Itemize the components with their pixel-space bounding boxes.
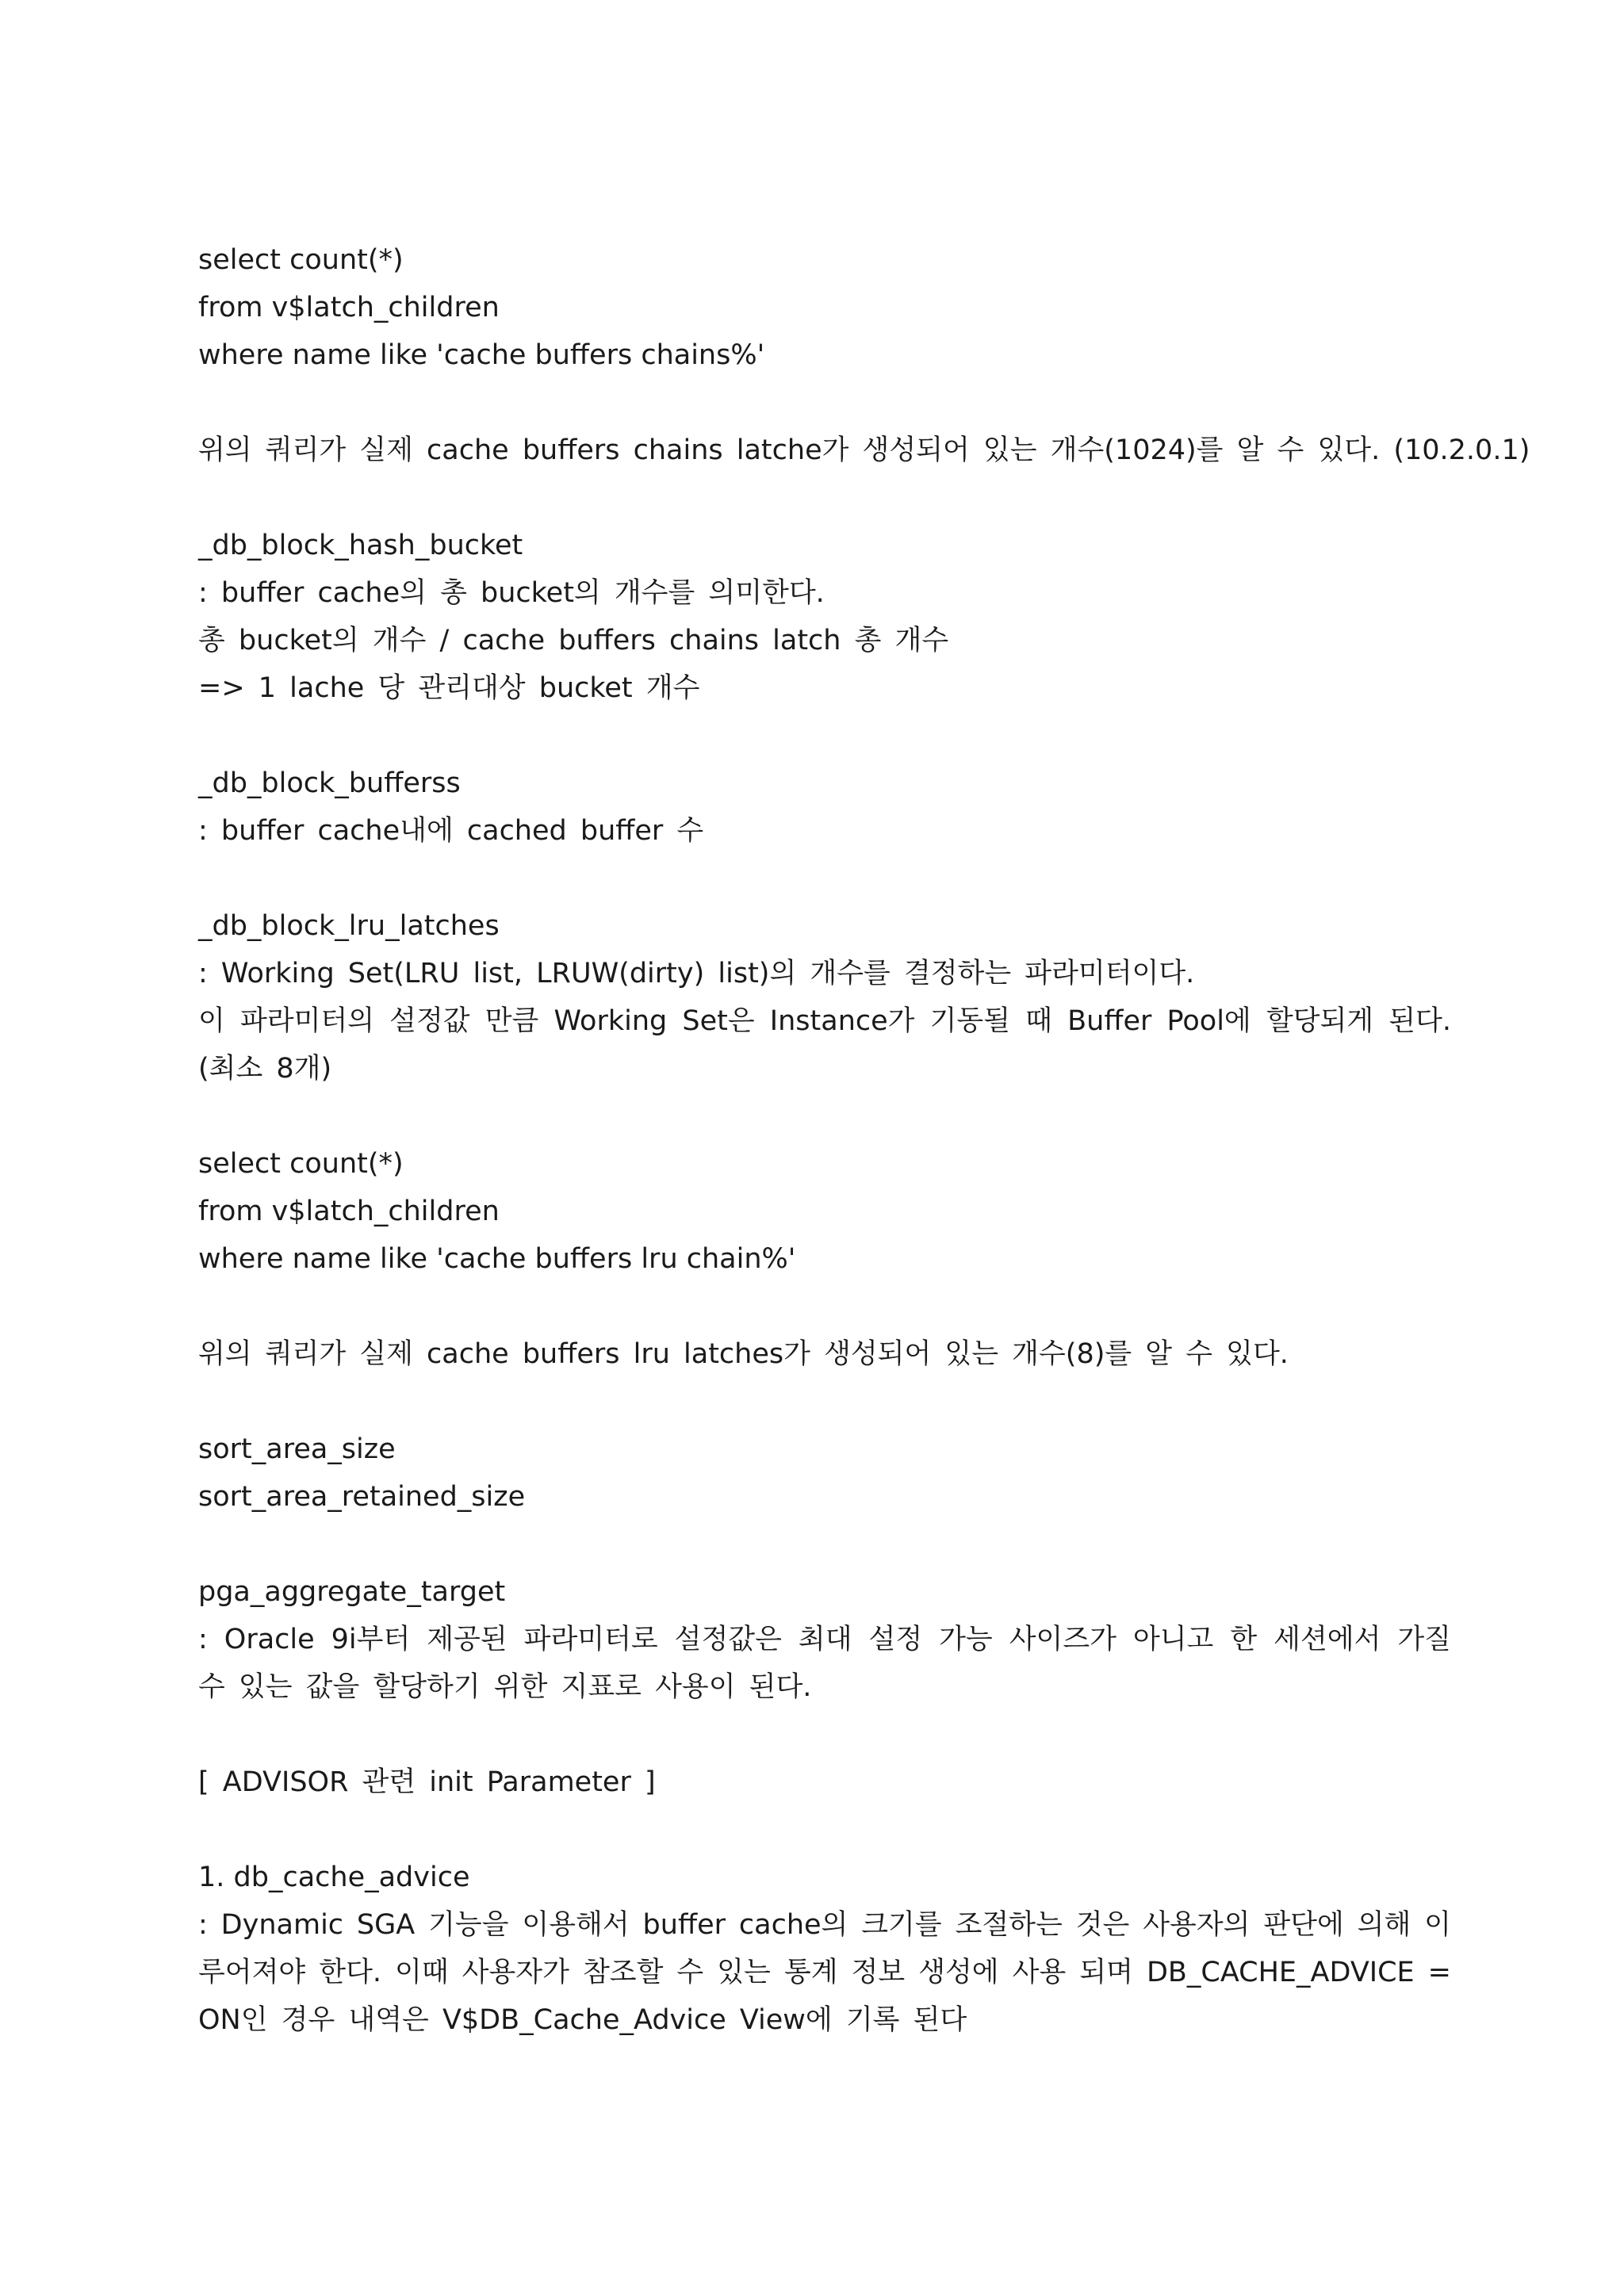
blank-line (198, 474, 1451, 522)
blank-line (198, 1283, 1451, 1330)
text-line: 루어져야 한다. 이때 사용자가 참조할 수 있는 통계 정보 생성에 사용 되며 DB_CACHE_ADVICE = (198, 1957, 1451, 1988)
text-line: select count(*) (198, 244, 404, 276)
text-line: from v$latch_children (198, 1196, 500, 1227)
blank-line (198, 1093, 1451, 1140)
text-line: : Oracle 9i부터 제공된 파라미터로 설정값은 최대 설정 가능 사이즈가 아니고 한 세션에서 가질 (198, 1624, 1451, 1655)
text-line: 위의 쿼리가 실제 cache buffers chains latche가 생성되어 있는 개수(1024)를 알 수 있다. (10.2.0.1) (198, 434, 1530, 466)
document-page (198, 236, 1530, 2044)
text-line: (최소 8개) (198, 1053, 332, 1085)
blank-line (198, 379, 1451, 427)
text-line: 이 파라미터의 설정값 만큼 Working Set은 Instance가 기동될 때 Buffer Pool에 할당되게 된다. (198, 1005, 1451, 1037)
text-line: _db_block_lru_latches (198, 910, 500, 942)
text-line: where name like 'cache buffers lru chain%' (198, 1243, 796, 1275)
text-line: _db_block_bufferss (198, 767, 461, 799)
text-line: from v$latch_children (198, 292, 500, 323)
text-line: where name like 'cache buffers chains%' (198, 339, 765, 371)
text-line: ON인 경우 내역은 V$DB_Cache_Advice View에 기록 된다 (198, 2004, 967, 2036)
text-line: pga_aggregate_target (198, 1576, 506, 1608)
blank-line (198, 1711, 1451, 1758)
text-line: : buffer cache내에 cached buffer 수 (198, 815, 704, 847)
blank-line (198, 1521, 1451, 1568)
blank-line (198, 1806, 1451, 1854)
blank-line (198, 712, 1451, 760)
text-line: 위의 쿼리가 실제 cache buffers lru latches가 생성되어 있는 개수(8)를 알 수 있다. (198, 1338, 1289, 1370)
text-line: : buffer cache의 총 bucket의 개수를 의미한다. (198, 577, 825, 609)
text-line: 총 bucket의 개수 / cache buffers chains latch 총 개수 (198, 625, 949, 656)
text-line: => 1 lache 당 관리대상 bucket 개수 (198, 672, 700, 704)
text-line: [ ADVISOR 관련 init Parameter ] (198, 1766, 656, 1798)
text-line: sort_area_size (198, 1433, 396, 1465)
text-line: select count(*) (198, 1148, 404, 1180)
text-line: : Dynamic SGA 기능을 이용해서 buffer cache의 크기를 조절하는 것은 사용자의 판단에 의해 이 (198, 1909, 1451, 1941)
blank-line (198, 1378, 1451, 1425)
text-line: 1. db_cache_advice (198, 1862, 470, 1893)
text-line: sort_area_retained_size (198, 1481, 526, 1513)
text-line: 수 있는 값을 할당하기 위한 지표로 사용이 된다. (198, 1671, 812, 1703)
blank-line (198, 855, 1451, 902)
text-line: : Working Set(LRU list, LRUW(dirty) list)의 개수를 결정하는 파라미터이다. (198, 958, 1195, 989)
text-line: _db_block_hash_bucket (198, 530, 523, 561)
